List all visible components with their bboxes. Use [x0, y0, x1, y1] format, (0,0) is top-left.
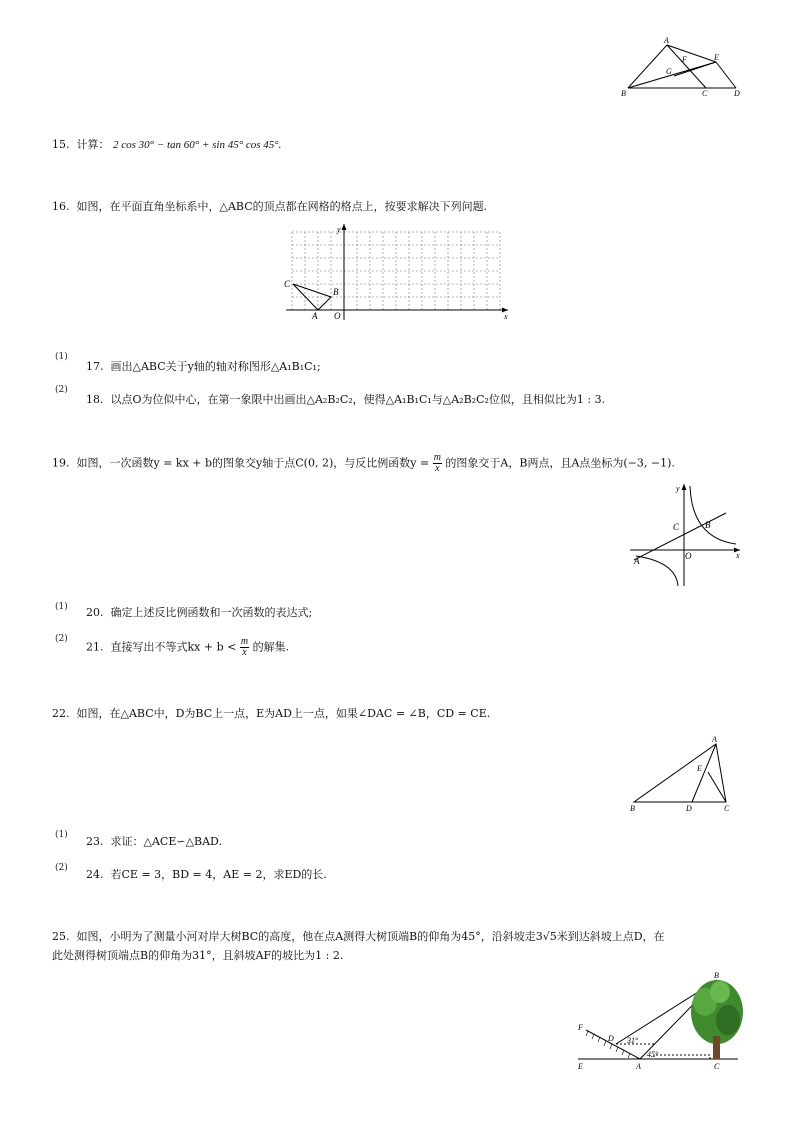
question-25: [52, 930, 665, 944]
question-number: 22.: [52, 707, 70, 720]
question-number: 16.: [52, 200, 70, 213]
question-text: 如图，在平面直角坐标系中，△ABC的顶点都在网格的格点上，按要求解决下列问题.: [76, 200, 488, 213]
fraction-m-over-x: [240, 637, 249, 658]
question-expression: 2 cos 30° − tan 60° + sin 45° cos 45°.: [113, 139, 282, 151]
subpart-marker: (1): [55, 352, 68, 362]
angle-31-label: 31°: [627, 1036, 639, 1045]
question-number: 24.: [86, 868, 104, 881]
label-b: B: [333, 287, 339, 297]
x-axis-label: x: [736, 551, 740, 560]
hyperbola-line-figure: [626, 480, 746, 590]
question-21: [86, 637, 289, 658]
question-19: [52, 453, 675, 474]
question-23: [86, 835, 222, 849]
label-c: C: [284, 279, 291, 289]
question-24: [86, 868, 327, 882]
hyperbola-branch-2: [636, 556, 678, 586]
question-20: [86, 606, 312, 620]
fraction-numerator: m: [433, 452, 441, 463]
fraction-denominator: x: [242, 647, 247, 658]
subpart-marker: (2): [55, 634, 68, 644]
question-number: 17.: [86, 360, 104, 373]
y-axis-label: y: [337, 225, 341, 234]
label-d: D: [686, 804, 692, 813]
question-25-line2: [52, 949, 343, 963]
question-number: 25.: [52, 930, 70, 943]
tree-slope-figure: [574, 970, 746, 1074]
question-number: 20.: [86, 606, 104, 619]
question-number: 18.: [86, 393, 104, 406]
label-g: G: [666, 67, 672, 76]
question-text: 求证：△ACE∽△BAD.: [110, 835, 222, 848]
top-triangle-figure: [618, 34, 748, 100]
question-text: 画出△ABC关于y轴的轴对称图形△A₁B₁C₁;: [110, 360, 321, 373]
label-f: F: [578, 1023, 583, 1032]
x-axis-label: x: [504, 312, 508, 321]
question-16: [52, 200, 487, 214]
question-text-part2: 的图象交于A，B两点，且A点坐标为(−3, −1).: [445, 456, 675, 470]
angle-45-label: 45°: [647, 1050, 659, 1059]
label-e: E: [697, 764, 702, 773]
label-c: C: [673, 522, 680, 532]
label-a: A: [664, 36, 669, 45]
question-17: [86, 360, 321, 374]
label-d: D: [734, 89, 740, 98]
label-e: E: [578, 1062, 583, 1071]
grid-coordinate-figure: [282, 222, 512, 322]
label-f: F: [682, 55, 687, 64]
question-number: 19.: [52, 456, 70, 470]
label-o: O: [334, 311, 341, 321]
label-a: A: [312, 311, 318, 321]
question-15: [52, 138, 281, 152]
label-b: B: [705, 520, 711, 530]
label-b: B: [630, 804, 635, 813]
grid-lines: [292, 232, 500, 310]
question-text-part2: 的解集.: [252, 640, 290, 654]
question-text: 若CE = 3，BD = 4，AE = 2，求ED的长.: [110, 868, 327, 881]
question-text-part1: 直接写出不等式kx + b <: [110, 640, 237, 654]
label-e: E: [714, 53, 719, 62]
y-axis-label: y: [676, 484, 680, 493]
subpart-marker: (2): [55, 863, 68, 873]
question-number: 21.: [86, 640, 104, 654]
question-22: [52, 707, 490, 721]
label-b: B: [714, 971, 719, 980]
question-text-line2: 此处测得树顶端点B的仰角为31°，且斜坡AF的坡比为1 : 2.: [52, 949, 344, 962]
label-a: A: [712, 735, 717, 744]
fraction-denominator: x: [435, 463, 440, 474]
label-c: C: [702, 89, 708, 98]
question-text-part1: 如图，一次函数y = kx + b的图象交y轴于点C(0, 2)，与反比例函数y =: [76, 456, 430, 470]
question-number: 23.: [86, 835, 104, 848]
label-d: D: [608, 1034, 614, 1043]
question-text: 以点O为位似中心，在第一象限中出画出△A₂B₂C₂，使得△A₁B₁C₁与△A₂B₂C₂位似，且相似比为1 : 3.: [110, 393, 606, 406]
subpart-marker: (1): [55, 830, 68, 840]
label-o: O: [685, 551, 692, 561]
linear-function-line: [634, 513, 726, 560]
subpart-marker: (2): [55, 385, 68, 395]
question-text: 如图，在△ABC中，D为BC上一点，E为AD上一点，如果∠DAC = ∠B，CD = CE.: [76, 707, 491, 720]
label-b: B: [621, 89, 626, 98]
label-a: A: [634, 556, 640, 566]
question-number: 15.: [52, 138, 70, 151]
question-18: [86, 393, 605, 407]
question-text: 确定上述反比例函数和一次函数的表达式;: [110, 606, 313, 619]
question-prefix: 计算：: [76, 138, 110, 151]
triangle-figure: [626, 734, 738, 816]
fraction-numerator: m: [240, 636, 249, 647]
label-c: C: [724, 804, 730, 813]
tree-canopy: [691, 980, 743, 1059]
subpart-marker: (1): [55, 602, 68, 612]
label-a: A: [636, 1062, 641, 1071]
fraction-m-over-x: [433, 453, 442, 474]
hyperbola-branch-1: [690, 486, 736, 544]
question-text-line1: 如图，小明为了测量小河对岸大树BC的高度，他在点A测得大树顶端B的仰角为45°，沿斜坡走3√5米到达斜坡上点D，在: [76, 930, 665, 943]
label-c: C: [714, 1062, 720, 1071]
